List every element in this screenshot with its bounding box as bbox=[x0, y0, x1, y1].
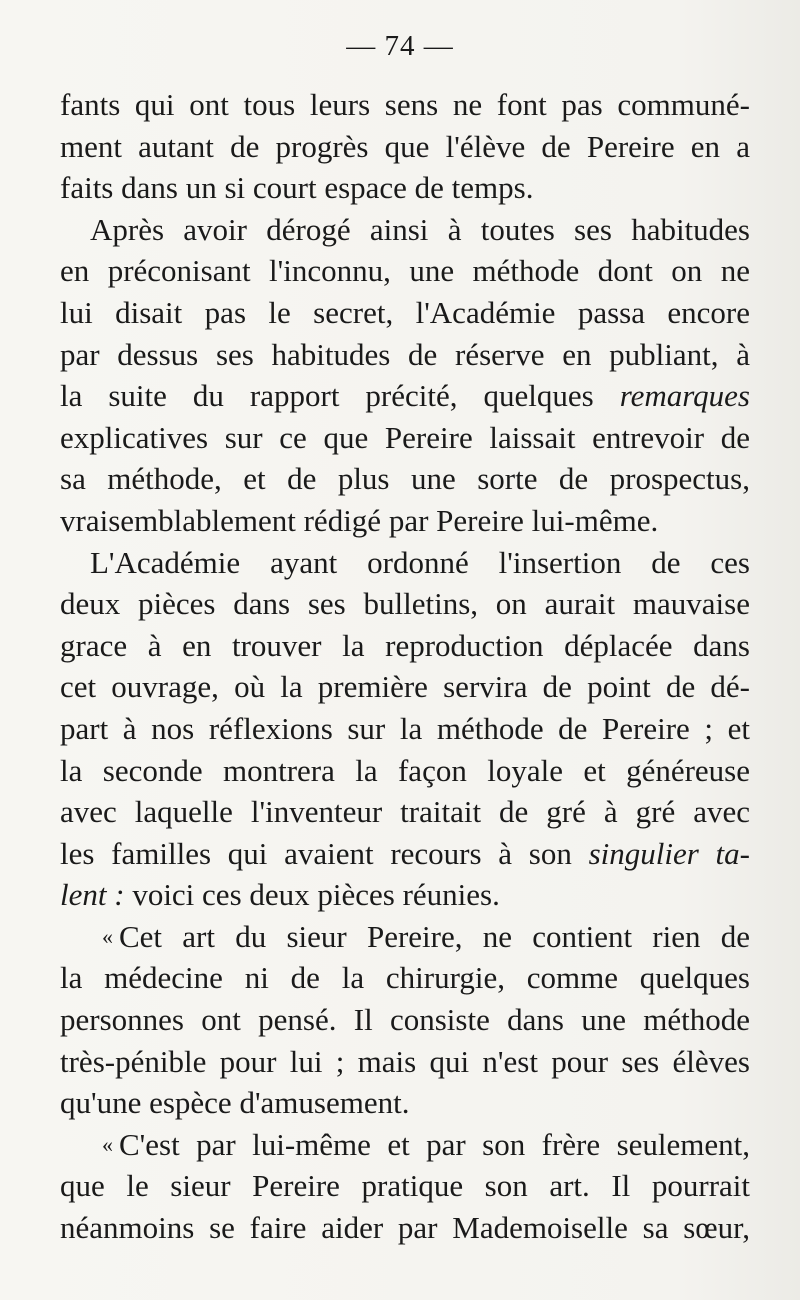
text-line: néanmoins se faire aider par Mademoiselle sa sœur, bbox=[60, 1210, 750, 1246]
text-line: faits dans un si court espace de temps. bbox=[60, 170, 534, 206]
line-roman-text: Cet art du sieur Pereire, ne contient rien de bbox=[119, 918, 750, 954]
paragraph-start-line: Après avoir dérogé ainsi à toutes ses habitudes bbox=[90, 211, 750, 247]
text-line: par dessus ses habitudes de réserve en publiant, à bbox=[60, 336, 750, 372]
text-line: sa méthode, et de plus une sorte de prospectus, bbox=[60, 461, 750, 497]
text-line: vraisemblablement rédigé par Pereire lui-même. bbox=[60, 502, 659, 538]
text-line: cet ouvrage, où la première servira de point de dé- bbox=[60, 669, 750, 705]
text-line: part à nos réflexions sur la méthode de Pereire ; et bbox=[60, 710, 750, 746]
text-line: personnes ont pensé. Il consiste dans une méthode bbox=[60, 1002, 750, 1038]
text-line: avec laquelle l'inventeur traitait de gré à gré avec bbox=[60, 794, 750, 830]
text-line: la médecine ni de la chirurgie, comme quelques bbox=[60, 960, 750, 996]
line-roman-text: C'est par lui-même et par son frère seulement, bbox=[119, 1126, 750, 1162]
text-line: que le sieur Pereire pratique son art. Il pourrait bbox=[60, 1168, 750, 1204]
text-line bbox=[60, 874, 750, 916]
italic-word: lent : bbox=[60, 877, 125, 913]
quote-start-line bbox=[60, 916, 750, 958]
quote-start-line bbox=[60, 1124, 750, 1166]
text-line: lui disait pas le secret, l'Académie passa encore bbox=[60, 294, 750, 330]
text-line: grace à en trouver la reproduction déplacée dans bbox=[60, 627, 750, 663]
guillemet: « bbox=[102, 923, 113, 949]
guillemet: « bbox=[102, 1131, 113, 1157]
body-text bbox=[60, 84, 750, 1249]
text-line: en préconisant l'inconnu, une méthode dont on ne bbox=[60, 253, 750, 289]
text-line bbox=[60, 375, 750, 417]
text-line: très-pénible pour lui ; mais qui n'est pour ses élèves bbox=[60, 1043, 750, 1079]
page-number: — 74 — bbox=[346, 30, 454, 62]
text-line: deux pièces dans ses bulletins, on aurait mauvaise bbox=[60, 586, 750, 622]
italic-word: singulier ta- bbox=[588, 835, 750, 871]
text-line: qu'une espèce d'amusement. bbox=[60, 1085, 410, 1121]
text-line: explicatives sur ce que Pereire laissait entrevoir de bbox=[60, 419, 750, 455]
text-line: ment autant de progrès que l'élève de Pereire en a bbox=[60, 128, 750, 164]
text-line: la seconde montrera la façon loyale et généreuse bbox=[60, 752, 750, 788]
paragraph-start-line: L'Académie ayant ordonné l'insertion de ces bbox=[90, 544, 750, 580]
text-line bbox=[60, 833, 750, 875]
italic-word: remarques bbox=[619, 378, 750, 414]
text-line: fants qui ont tous leurs sens ne font pas communé- bbox=[60, 87, 750, 122]
line-roman-text: les familles qui avaient recours à son bbox=[60, 835, 589, 871]
line-roman-text: la suite du rapport précité, quelques bbox=[60, 378, 620, 414]
line-roman-text: voici ces deux pièces réunies. bbox=[124, 877, 500, 913]
